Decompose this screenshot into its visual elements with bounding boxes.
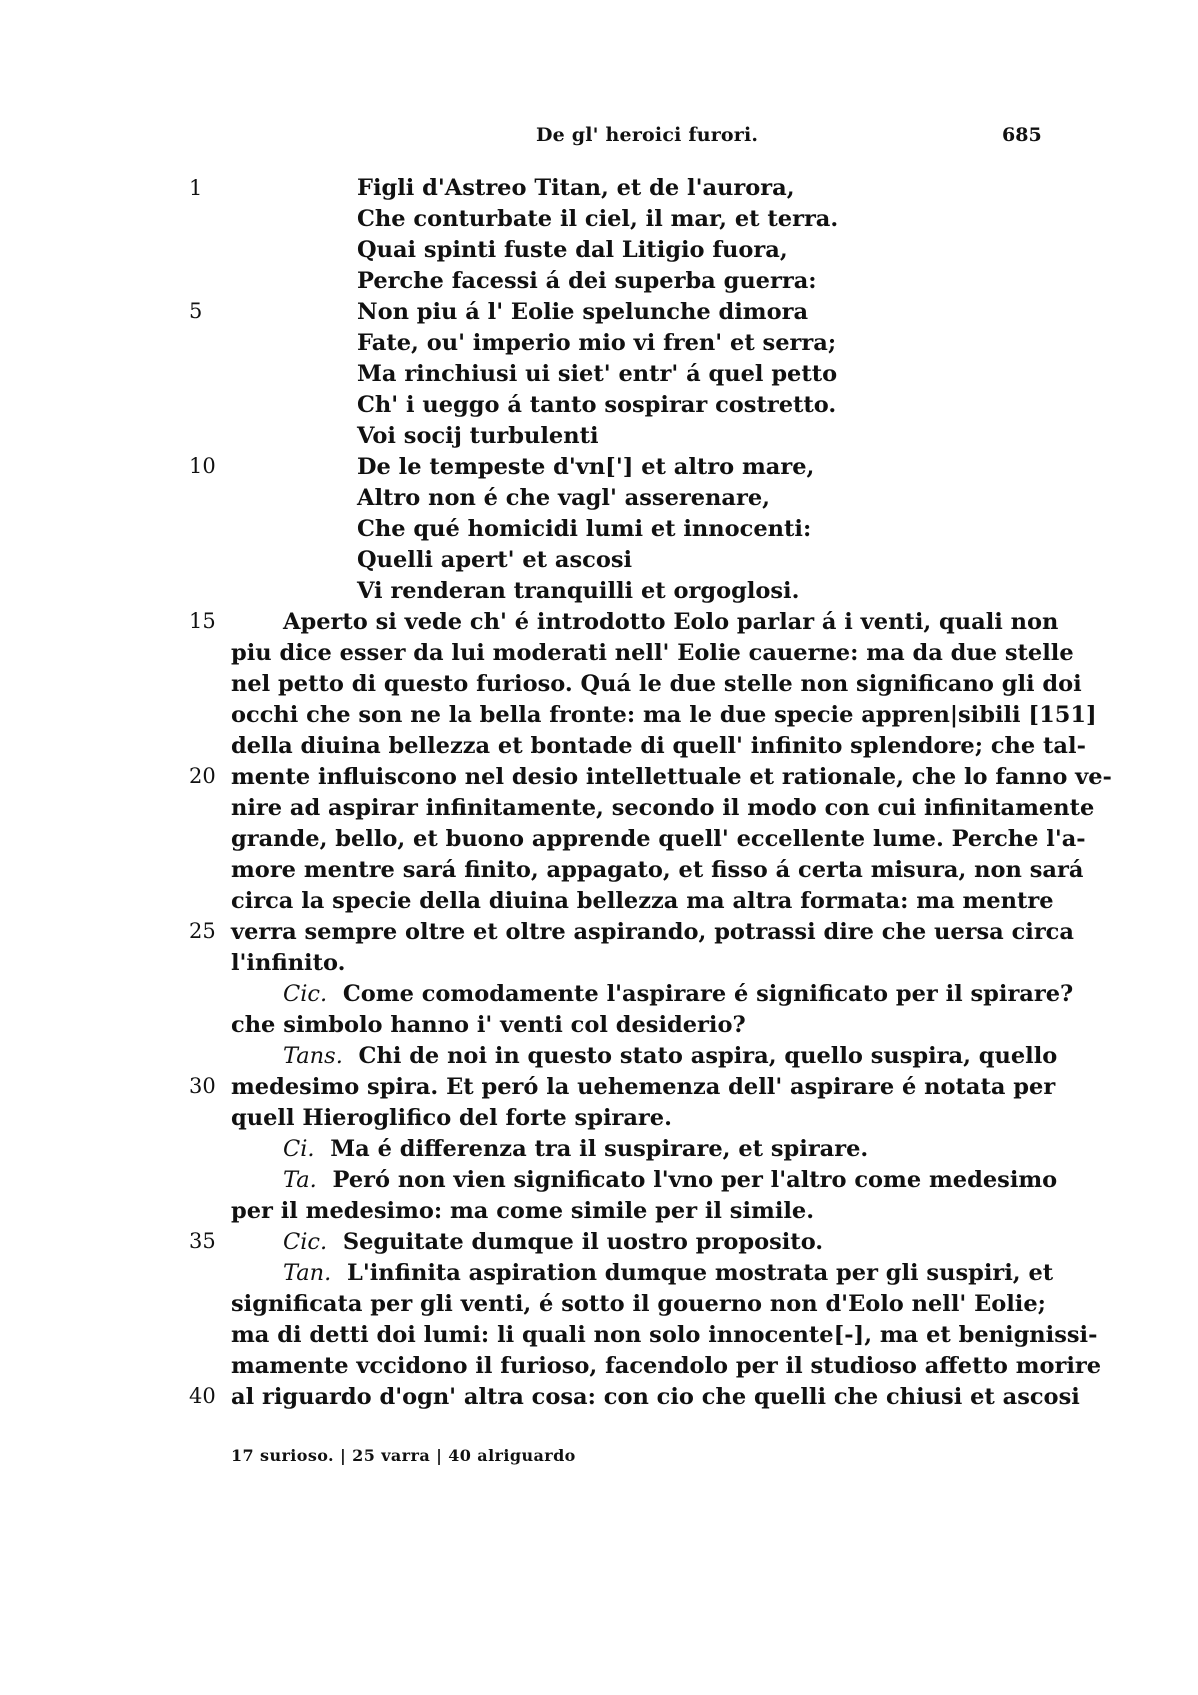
prose-line: l'infinito.: [231, 950, 346, 976]
dialogue-line: Cic. Seguitate dumque il uostro proposito.: [283, 1229, 824, 1255]
verse-line: Ch' i ueggo á tanto sospirar costretto.: [357, 392, 837, 418]
dialogue-line: Ta. Peró non vien significato l'vno per l'altro come medesimo: [283, 1167, 1058, 1193]
prose-line: occhi che son ne la bella fronte: ma le due specie appren|sibili [151]: [231, 702, 1097, 728]
verse-line: Perche facessi á dei superba guerra:: [357, 268, 817, 294]
dialogue-line: medesimo spira. Et peró la uehemenza dell' aspirare é notata per: [231, 1074, 1056, 1100]
dialogue-line: Ci. Ma é differenza tra il suspirare, et spirare.: [283, 1136, 869, 1162]
verse-line: Figli d'Astreo Titan, et de l'aurora,: [357, 175, 795, 201]
verse-line: Voi socij turbulenti: [357, 423, 599, 449]
prose-line: grande, bello, et buono apprende quell' eccellente lume. Perche l'a-: [231, 826, 1086, 852]
verse-line: Quai spinti fuste dal Litigio fuora,: [357, 237, 788, 263]
prose-line: piu dice esser da lui moderati nell' Eolie cauerne: ma da due stelle: [231, 640, 1074, 666]
prose-line: mente influiscono nel desio intellettuale et rationale, che lo fanno ve-: [231, 764, 1112, 790]
speaker-label: Tan.: [283, 1260, 332, 1286]
prose-line: more mentre sará finito, appagato, et fisso á certa misura, non sará: [231, 857, 1084, 883]
verse-line: Non piu á l' Eolie spelunche dimora: [357, 299, 809, 325]
prose-line: verra sempre oltre et oltre aspirando, potrassi dire che uersa circa: [231, 919, 1074, 945]
line-number: 35: [189, 1229, 216, 1253]
prose-line: della diuina bellezza et bontade di quell' infinito splendore; che tal-: [231, 733, 1086, 759]
dialogue-line: mamente vccidono il furioso, facendolo per il studioso affetto morire: [231, 1353, 1102, 1379]
line-number: 20: [189, 764, 216, 788]
speaker-label: Cic.: [283, 981, 328, 1007]
prose-line: nel petto di questo furioso. Quá le due stelle non significano gli doi: [231, 671, 1082, 697]
prose-line: circa la specie della diuina bellezza ma altra formata: ma mentre: [231, 888, 1054, 914]
dialogue-line: che simbolo hanno i' venti col desiderio?: [231, 1012, 746, 1038]
verse-line: Fate, ou' imperio mio vi fren' et serra;: [357, 330, 837, 356]
footnote-apparatus: 17 surioso. | 25 varra | 40 alriguardo: [231, 1446, 576, 1465]
page-number: 685: [1002, 124, 1042, 146]
line-number: 40: [189, 1384, 216, 1408]
speaker-label: Ci.: [283, 1136, 315, 1162]
dialogue-line: Tan. L'infinita aspiration dumque mostrata per gli suspiri, et: [283, 1260, 1054, 1286]
dialogue-line: quell Hieroglifico del forte spirare.: [231, 1105, 672, 1131]
line-number: 30: [189, 1074, 216, 1098]
running-head: De gl' heroici furori.: [536, 124, 759, 146]
dialogue-line: Cic. Come comodamente l'aspirare é significato per il spirare?: [283, 981, 1074, 1007]
line-number: 25: [189, 919, 216, 943]
verse-line: Ma rinchiusi ui siet' entr' á quel petto: [357, 361, 838, 387]
verse-line: Che qué homicidi lumi et innocenti:: [357, 516, 812, 542]
verse-line: Vi renderan tranquilli et orgoglosi.: [357, 578, 800, 604]
prose-line: Aperto si vede ch' é introdotto Eolo parlar á i venti, quali non: [283, 609, 1059, 635]
dialogue-line: Tans. Chi de noi in questo stato aspira, quello suspira, quello: [283, 1043, 1058, 1069]
line-number: 10: [189, 454, 216, 478]
verse-line: Che conturbate il ciel, il mar, et terra.: [357, 206, 839, 232]
speaker-label: Tans.: [283, 1043, 343, 1069]
line-number: 5: [189, 299, 203, 323]
line-number: 15: [189, 609, 216, 633]
speaker-label: Cic.: [283, 1229, 328, 1255]
line-number: 1: [189, 176, 203, 200]
prose-line: nire ad aspirar infinitamente, secondo il modo con cui infinitamente: [231, 795, 1095, 821]
verse-line: De le tempeste d'vn['] et altro mare,: [357, 454, 815, 480]
dialogue-line: significata per gli venti, é sotto il gouerno non d'Eolo nell' Eolie;: [231, 1291, 1046, 1317]
verse-line: Altro non é che vagl' asserenare,: [357, 485, 770, 511]
dialogue-line: ma di detti doi lumi: li quali non solo innocente[-], ma et benignissi-: [231, 1322, 1098, 1348]
dialogue-line: per il medesimo: ma come simile per il simile.: [231, 1198, 815, 1224]
speaker-label: Ta.: [283, 1167, 317, 1193]
verse-line: Quelli apert' et ascosi: [357, 547, 633, 573]
dialogue-line: al riguardo d'ogn' altra cosa: con cio che quelli che chiusi et ascosi: [231, 1384, 1080, 1410]
